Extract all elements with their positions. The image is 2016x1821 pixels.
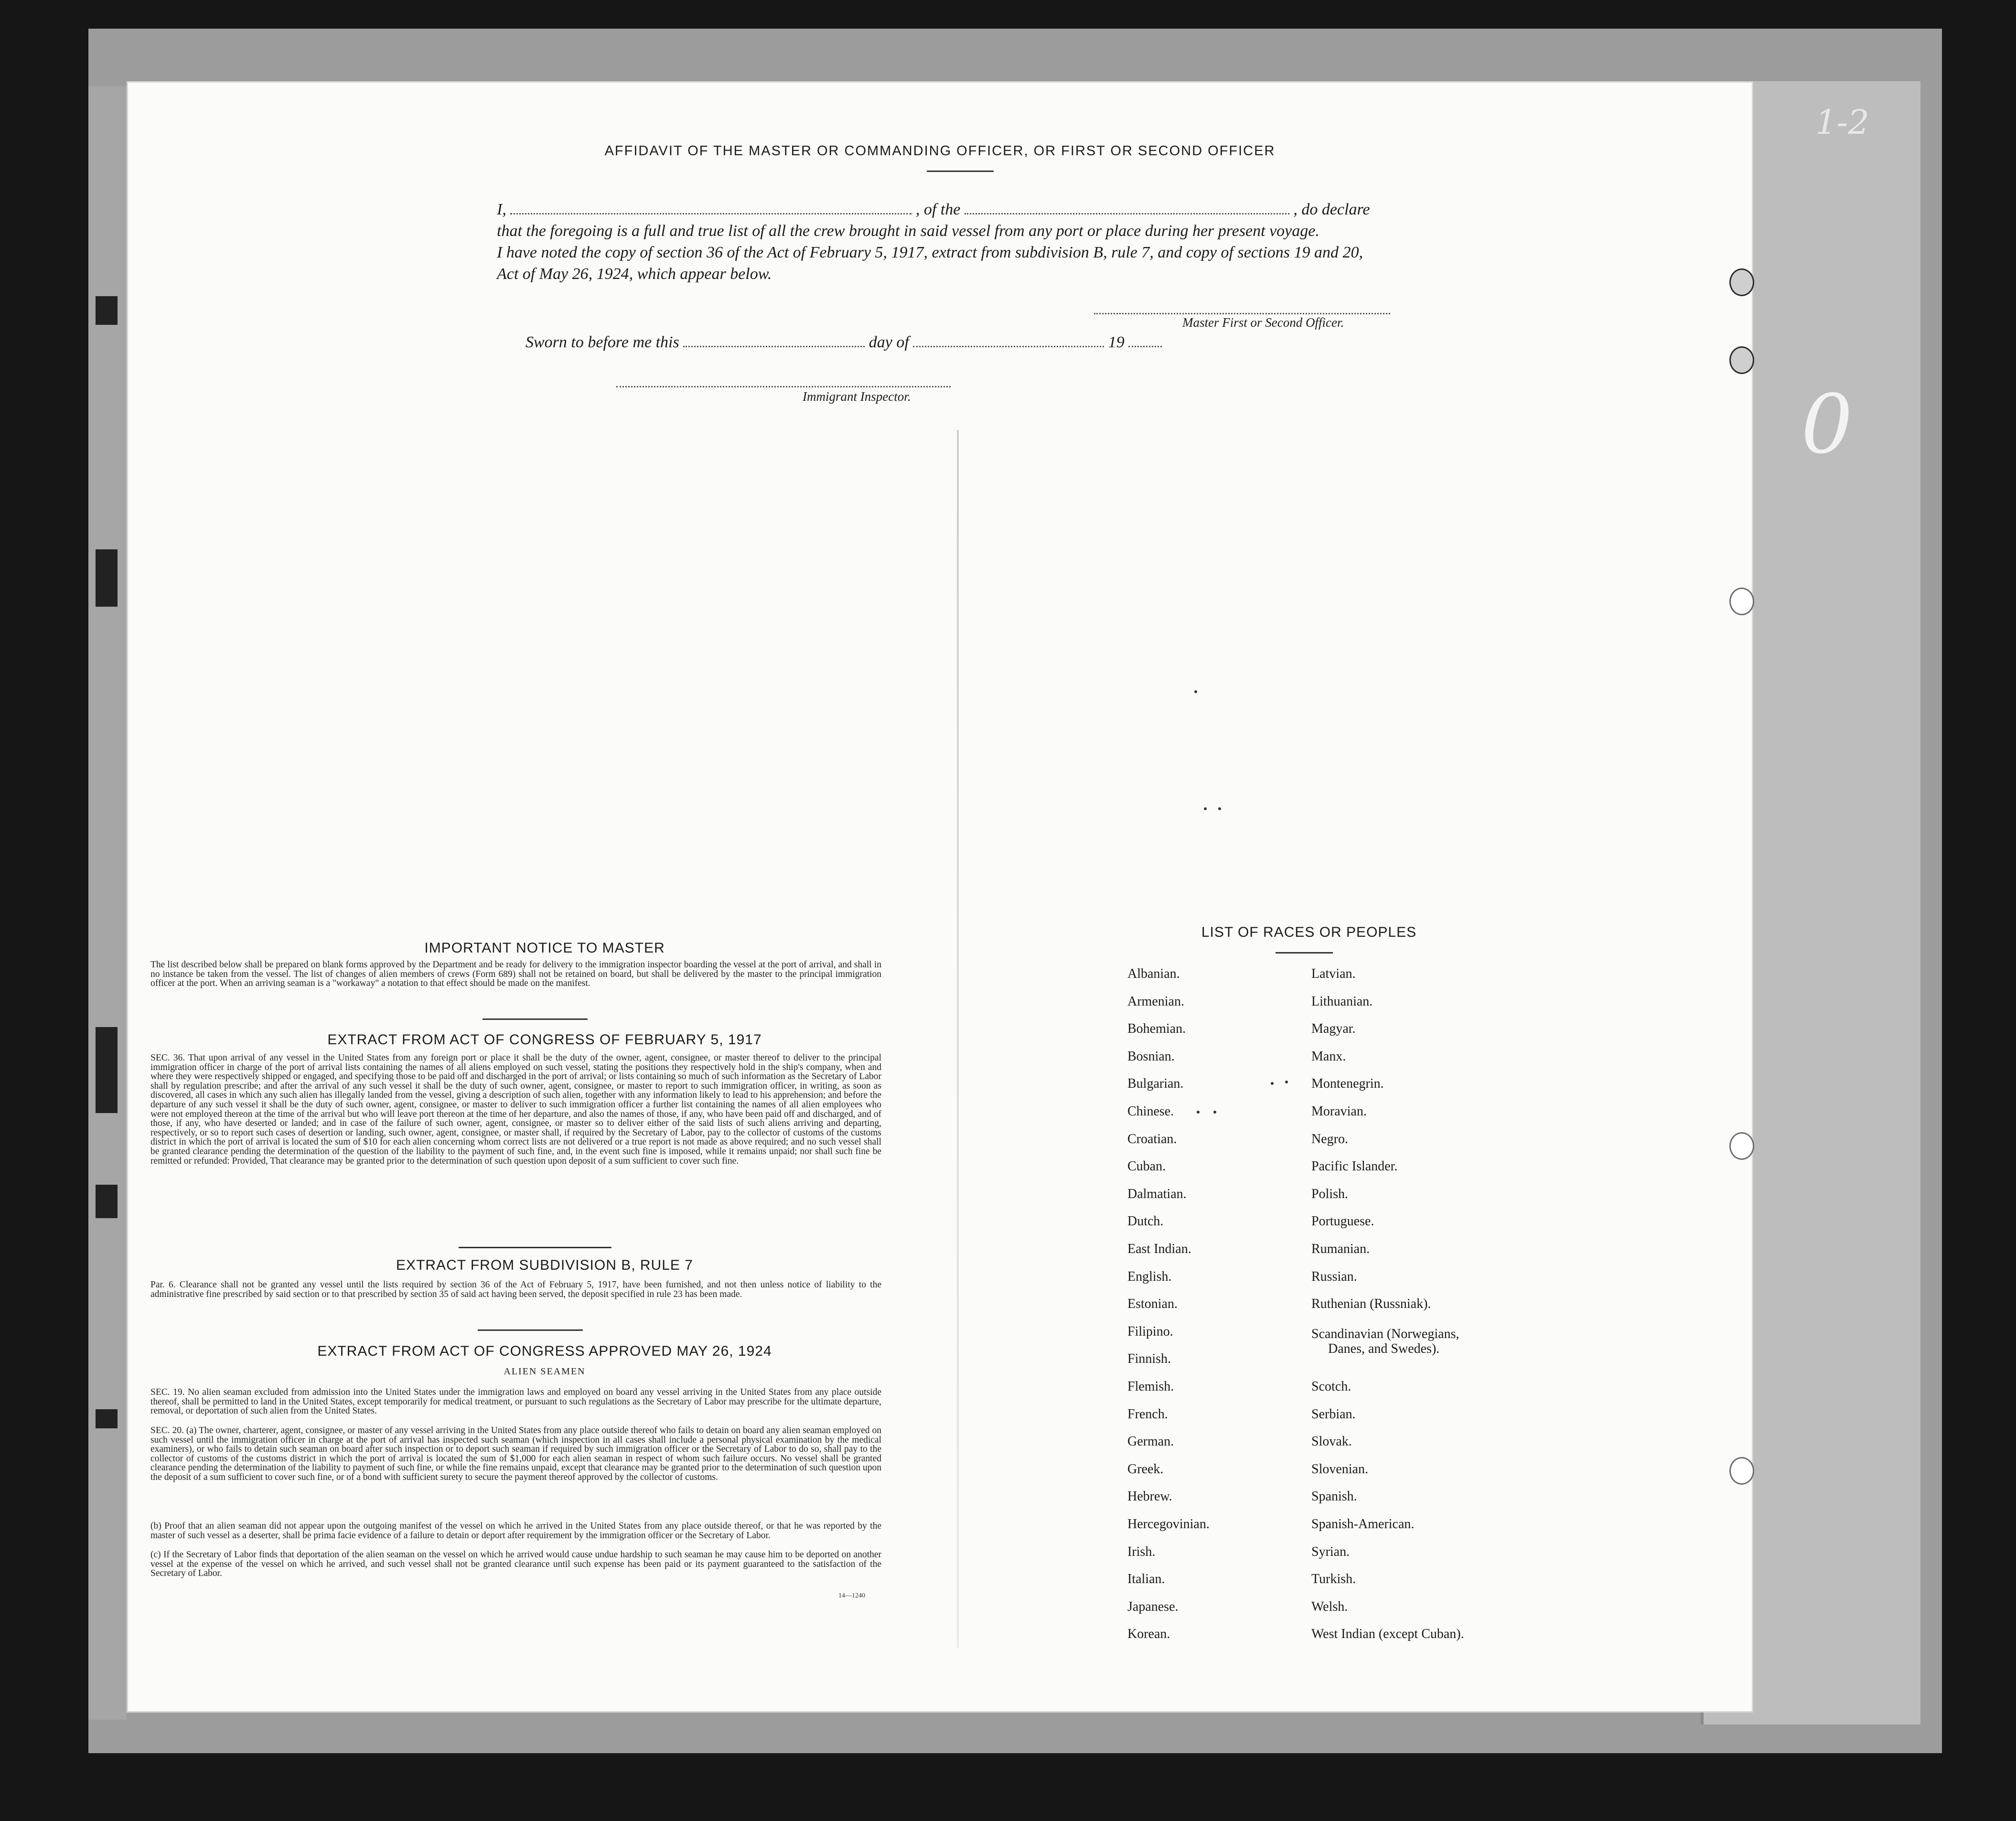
- affidavit-line-1: [497, 201, 1370, 219]
- punch-hole: [1729, 346, 1754, 374]
- race-item: Spanish.: [1311, 1489, 1357, 1504]
- race-item: Bulgarian.: [1127, 1076, 1184, 1092]
- race-item: Scandinavian (Norwegians,: [1311, 1326, 1459, 1341]
- race-item: Montenegrin.: [1311, 1076, 1384, 1092]
- race-item: Slovenian.: [1311, 1461, 1368, 1477]
- race-item: West Indian (except Cuban).: [1311, 1627, 1464, 1642]
- sworn-line: [525, 333, 1162, 352]
- race-item: Hercegovinian.: [1127, 1517, 1210, 1532]
- race-item: Hebrew.: [1127, 1489, 1172, 1504]
- race-item: Irish.: [1127, 1544, 1156, 1559]
- race-item: Pacific Islander.: [1311, 1159, 1398, 1174]
- race-item: Rumanian.: [1311, 1242, 1370, 1256]
- race-item: Scotch.: [1311, 1379, 1351, 1394]
- race-item: Welsh.: [1311, 1599, 1348, 1614]
- race-item: Greek.: [1127, 1461, 1164, 1477]
- act-1917-body: SEC. 36. That upon arrival of any vessel in the United States from any foreign port or place it shall be the duty of the owner, agent, consignee, or master thereof to deliver to the principal immigration officer in charge of the port of arrival lists containing the names of all aliens employed on such vessel, stating the positions they respectively hold in the ship's company, when and where they were respectively shipped or engaged, and specifying those to be paid off and discharged in the port of arrival; or lists containing so much of such information as the Secretary of Labor shall by regulation prescribe; and after the arrival of any such vessel it shall be the duty of such owner, agent, consignee, or master to report to such immigration officer, in writing, as soon as discovered, all cases in which any such alien has illegally landed from the vessel, giving a description of such alien, together with any information likely to lead to his apprehension; and before the departure of any such vessel it shall be the duty of such owner, agent, consignee, or master to deliver to such immigration officer a further list containing the names of all alien employees who were not employed thereon at the time of the arrival but who will leave port thereon at the time of her departure, and also the names of those, if any, who have been paid off and discharged, and of those, if any, who have deserted or landed; and in case of the failure of such owner, agent, consignee, or master so to deliver either of the said lists of such aliens arriving and departing, respectively, or so to report such cases of desertion or landing, such owner, agent, consignee, or master shall, if required by the Secretary of Labor, pay to the collector of customs of the customs district in which the port of arrival is located the sum of $10 for each alien concerning whom correct lists are not delivered or a true report is not made as above required; and no such vessel shall be granted clearance pending the determination of the question of the liability to the payment of such fine, and, in the event such fine is imposed, while it remains unpaid; nor shall such fine be remitted or refunded: Provided, That clearance may be granted prior to the determination of such question upon deposit of a sum sufficient to cover such fine.: [150, 1053, 881, 1166]
- section-rule: [459, 1247, 611, 1248]
- race-item: Filipino.: [1127, 1324, 1173, 1339]
- form-number: 14—1240: [838, 1592, 865, 1599]
- punch-hole: [1729, 1132, 1754, 1160]
- race-item: East Indian.: [1127, 1242, 1191, 1256]
- rule-7-title: EXTRACT FROM SUBDIVISION B, RULE 7: [396, 1257, 693, 1273]
- affidavit-title: AFFIDAVIT OF THE MASTER OR COMMANDING OFFICER, OR FIRST OR SECOND OFFICER: [604, 143, 1276, 159]
- punch-hole: [1729, 588, 1754, 615]
- race-item: Magyar.: [1311, 1021, 1356, 1037]
- affidavit-line-2: that the foregoing is a full and true list of all the crew brought in said vessel from any port or place during her present voyage.: [497, 222, 1319, 240]
- speck: [1204, 807, 1207, 810]
- sworn-year-blank[interactable]: [1128, 335, 1162, 347]
- act-1924-sec-20b: (b) Proof that an alien seaman did not appear upon the outgoing manifest of the vessel on which he arrived in the United States from any place outside thereof, or that he was reported by the master of such vessel as a deserter, shall be prima facie evidence of a failure to detain or deport after requirement by the immigration officer or the Secretary of Labor.: [150, 1521, 881, 1541]
- sworn-month-blank[interactable]: [913, 335, 1104, 347]
- speck: [1213, 1111, 1216, 1114]
- affidavit-title-rule: [927, 171, 994, 172]
- binding-mark: [96, 1185, 118, 1218]
- affidavit-i: I,: [497, 201, 506, 218]
- handwritten-mark: 0: [1801, 377, 1853, 472]
- master-signature-line[interactable]: [1094, 313, 1390, 314]
- race-item: Moravian.: [1311, 1104, 1367, 1119]
- race-item: Lithuanian.: [1311, 994, 1373, 1009]
- race-item: Croatian.: [1127, 1131, 1177, 1146]
- binding-mark: [96, 296, 118, 325]
- race-item: Ruthenian (Russniak).: [1311, 1296, 1431, 1312]
- race-item: Flemish.: [1127, 1379, 1174, 1394]
- race-item: English.: [1127, 1269, 1172, 1284]
- notice-title: IMPORTANT NOTICE TO MASTER: [424, 940, 665, 956]
- race-item: Chinese.: [1127, 1104, 1174, 1119]
- race-item: Russian.: [1311, 1269, 1357, 1284]
- race-item: Portuguese.: [1311, 1214, 1374, 1229]
- race-item: Danes, and Swedes).: [1328, 1341, 1440, 1357]
- binding-mark: [96, 1409, 118, 1428]
- race-item: Dalmatian.: [1127, 1186, 1187, 1201]
- master-signature-label: Master First or Second Officer.: [1182, 315, 1344, 330]
- center-fold: [957, 430, 959, 1648]
- act-1924-sec-20c: (c) If the Secretary of Labor finds that deportation of the alien seaman on the vessel on which he arrived would cause undue hardship to such seaman he may cause him to be deported on another vessel at the expense of the vessel on which he arrived, and such vessel shall not be granted clearance until such expense has been paid or its payment guaranteed to the satisfaction of the Secretary of Labor.: [150, 1550, 881, 1579]
- section-rule: [478, 1329, 583, 1331]
- inspector-signature-label: Immigrant Inspector.: [803, 389, 911, 404]
- race-item: Negro.: [1311, 1131, 1348, 1146]
- act-1924-sec-20a: SEC. 20. (a) The owner, charterer, agent, consignee, or master of any vessel arriving in the United States from any place outside thereof who fails to detain on board any alien seaman employed on such vessel until the immigration officer in charge at the port of arrival has inspected such seaman (which inspection in all cases shall include a personal physical examination by the medical examiners), or who fails to detain such seaman on board after such inspection or to deport such seaman if required by such immigration officer or the Secretary of Labor to do so, shall pay to the collector of customs of the customs district in which the port of arrival is located the sum of $1,000 for each alien seaman in respect of whom such failure occurs. No vessel shall be granted clearance pending the determination of the liability to payment of such fine, or while the fine remains unpaid, except that clearance may be granted prior to the determination of such question upon the deposit of a sum sufficient to cover such fine, or of a bond with sufficient surety to secure the payment thereof approved by the collector of customs.: [150, 1425, 881, 1482]
- binding-mark: [96, 549, 118, 607]
- race-item: Serbian.: [1311, 1406, 1356, 1422]
- race-item: Slovak.: [1311, 1434, 1352, 1449]
- race-item: Syrian.: [1311, 1544, 1350, 1559]
- notice-body: The list described below shall be prepared on blank forms approved by the Department and be ready for delivery to the immigration inspector boarding the vessel at the port of arrival, and shall in no instance be taken from the vessel. The list of changes of alien members of crews (Form 689) shall not be retained on board, but shall be delivered by the master to the principal immigration officer at the port. When an arriving seaman is a "workaway" a notation to that effect should be made on the manifest.: [150, 960, 881, 989]
- speck: [1194, 690, 1197, 693]
- left-binding-strip: [88, 86, 127, 1720]
- race-item: Armenian.: [1127, 994, 1184, 1009]
- speck: [1197, 1111, 1200, 1114]
- race-item: Latvian.: [1311, 966, 1356, 981]
- speck: [1218, 807, 1221, 810]
- race-item: Manx.: [1311, 1049, 1346, 1064]
- race-item: Cuban.: [1127, 1159, 1166, 1174]
- race-item: Italian.: [1127, 1572, 1165, 1587]
- races-title-rule: [1276, 952, 1333, 953]
- race-item: Japanese.: [1127, 1599, 1179, 1614]
- affidavit-line-4: Act of May 26, 1924, which appear below.: [497, 265, 772, 283]
- sworn-year: 19: [1108, 333, 1125, 351]
- act-1924-subtitle: ALIEN SEAMEN: [504, 1366, 586, 1377]
- punch-hole: [1729, 268, 1754, 296]
- act-1917-title: EXTRACT FROM ACT OF CONGRESS OF FEBRUARY 5, 1917: [327, 1032, 762, 1048]
- vessel-blank[interactable]: [965, 202, 1289, 214]
- inspector-signature-line[interactable]: [616, 386, 951, 387]
- race-item: Spanish-American.: [1311, 1517, 1415, 1532]
- speck: [1271, 1082, 1274, 1085]
- race-item: German.: [1127, 1434, 1174, 1449]
- affidavit-line-3: I have noted the copy of section 36 of the Act of February 5, 1917, extract from subdivision B, rule 7, and copy of sections 19 and 20,: [497, 244, 1363, 261]
- race-item: Estonian.: [1127, 1296, 1178, 1312]
- handwritten-page-number: 1-2: [1815, 103, 1869, 142]
- race-item: Polish.: [1311, 1186, 1349, 1201]
- name-blank[interactable]: [510, 202, 911, 214]
- punch-hole: [1729, 1457, 1754, 1485]
- affidavit-do-declare: , do declare: [1293, 201, 1370, 218]
- race-item: Dutch.: [1127, 1214, 1164, 1229]
- section-rule: [483, 1018, 588, 1020]
- sworn-day-of: day of: [869, 333, 909, 351]
- act-1924-title: EXTRACT FROM ACT OF CONGRESS APPROVED MAY 26, 1924: [317, 1343, 772, 1359]
- race-item: Korean.: [1127, 1627, 1170, 1642]
- sworn-day-blank[interactable]: [683, 335, 865, 347]
- race-item: French.: [1127, 1406, 1168, 1422]
- act-1924-sec-19: SEC. 19. No alien seaman excluded from admission into the United States under the immigration laws and employed on board any vessel arriving in the United States from any place outside thereof, shall be permitted to land in the United States, except temporarily for medical treatment, or pursuant to such regulations as the Secretary of Labor may prescribe for the ultimate departure, removal, or deportation of such alien from the United States.: [150, 1387, 881, 1416]
- race-item: Bohemian.: [1127, 1021, 1186, 1037]
- race-item: Bosnian.: [1127, 1049, 1175, 1064]
- binding-mark: [96, 1027, 118, 1113]
- race-item: Turkish.: [1311, 1572, 1356, 1587]
- rule-7-body: Par. 6. Clearance shall not be granted any vessel until the lists required by section 36 of the Act of February 5, 1917, have been furnished, and not then unless notice of liability to the administrative fine prescribed by said section or to that prescribed by section 35 of said act having been served, the deposit specified in rule 23 has been made.: [150, 1280, 881, 1299]
- race-item: Finnish.: [1127, 1351, 1171, 1367]
- race-item: Albanian.: [1127, 966, 1180, 981]
- affidavit-of-the: , of the: [915, 201, 961, 218]
- sworn-prefix: Sworn to before me this: [525, 333, 679, 351]
- speck: [1285, 1081, 1288, 1083]
- races-title: LIST OF RACES OR PEOPLES: [1201, 924, 1417, 940]
